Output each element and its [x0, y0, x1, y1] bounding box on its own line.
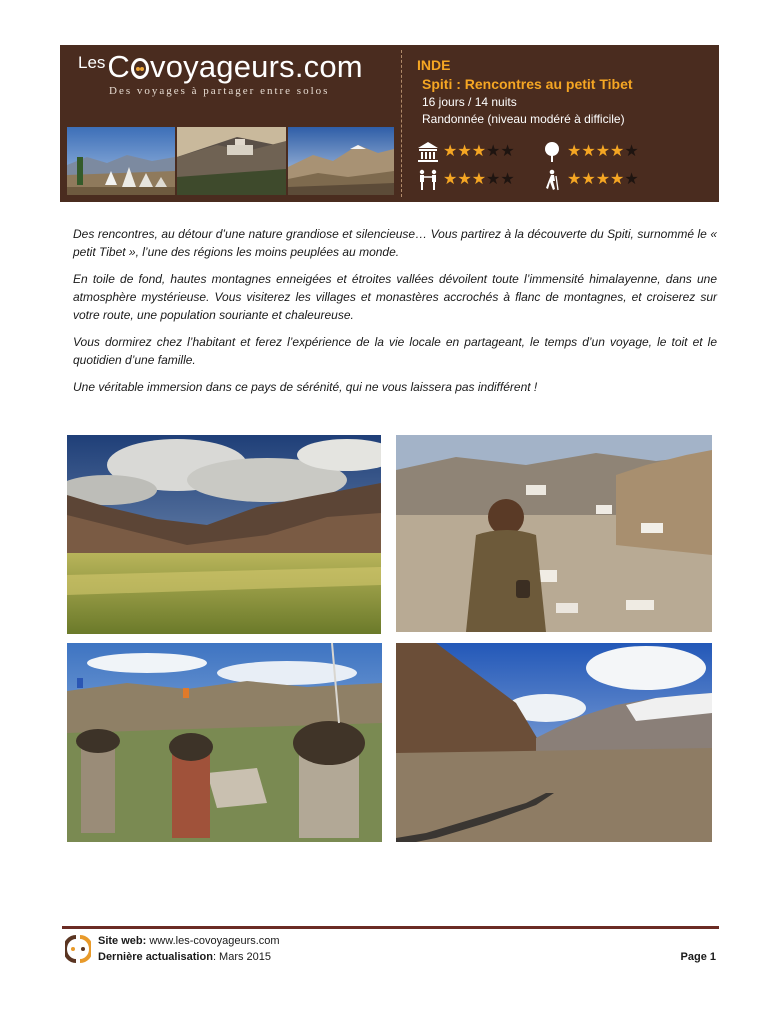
footer-rule	[62, 926, 719, 929]
intro-text	[73, 225, 717, 405]
rating-culture	[416, 141, 515, 163]
footer-website	[98, 935, 280, 947]
trip-country: INDE	[417, 57, 451, 73]
tree-icon	[540, 141, 564, 163]
footer-updated-label: Dernière actualisation	[98, 951, 213, 963]
star-rating: ★★★★★	[443, 171, 515, 188]
photo-local-man-village	[396, 435, 712, 632]
page-number: Page 1	[680, 951, 716, 963]
monument-icon	[416, 141, 440, 163]
star-rating: ★★★★★	[443, 143, 515, 160]
star-rating: ★★★★★	[567, 171, 639, 188]
covoyageurs-logo-icon	[65, 935, 91, 963]
intro-paragraph: En toile de fond, hautes montagnes enneigées et étroites vallées dévoilent toute l’immensité himalayenne, dans une atmosphère mystérieuse. Vous visiterez les villages et monastères accrochés à flanc de montagnes, et croiserez sur votre route, une population souriante et chaleureuse.	[73, 272, 717, 322]
brand-logo[interactable]	[78, 49, 363, 85]
footer-site-label: Site web:	[98, 935, 147, 947]
thumbnail-stupas	[67, 127, 175, 195]
header-banner	[60, 45, 719, 202]
banner-divider	[401, 50, 402, 197]
intro-paragraph: Vous dormirez chez l’habitant et ferez l’expérience de la vie locale en partageant, le temps d’un voyage, le toit et le quotidien d’une famille.	[73, 335, 717, 367]
rating-encounters	[416, 169, 515, 191]
photo-mountain-road	[396, 643, 712, 842]
brand-name-start: C	[107, 49, 131, 84]
trip-duration: 16 jours / 14 nuits	[422, 95, 517, 109]
footer-site-link[interactable]: www.les-covoyageurs.com	[149, 935, 280, 947]
thumbnail-monastery	[177, 127, 286, 195]
rating-nature	[540, 141, 639, 163]
intro-paragraph: Des rencontres, au détour d’une nature grandiose et silencieuse… Vous partirez à la découverte du Spiti, surnommé le « petit Tibet », l’une des régions les moins peuplées au monde.	[73, 227, 717, 259]
photo-chortens	[67, 643, 382, 842]
people-icon	[416, 169, 440, 191]
photo-barley-valley	[67, 435, 381, 634]
footer-updated-value: : Mars 2015	[212, 951, 272, 963]
brand-tagline: Des voyages à partager entre solos	[109, 85, 330, 97]
trip-title: Spiti : Rencontres au petit Tibet	[422, 76, 633, 92]
thumbnail-valley	[288, 127, 394, 195]
hiker-icon	[540, 169, 564, 191]
brand-prefix: Les	[78, 53, 106, 72]
star-rating: ★★★★★	[567, 143, 639, 160]
footer-updated	[98, 951, 271, 963]
trip-activity: Randonnée (niveau modéré à difficile)	[422, 112, 625, 126]
intro-paragraph: Une véritable immersion dans ce pays de sérénité, qui ne vous laissera pas indifférent !	[73, 380, 538, 394]
covoyageurs-logo-icon	[131, 58, 149, 79]
rating-physical	[540, 169, 639, 191]
brand-name-end: voyageurs.com	[150, 49, 363, 84]
